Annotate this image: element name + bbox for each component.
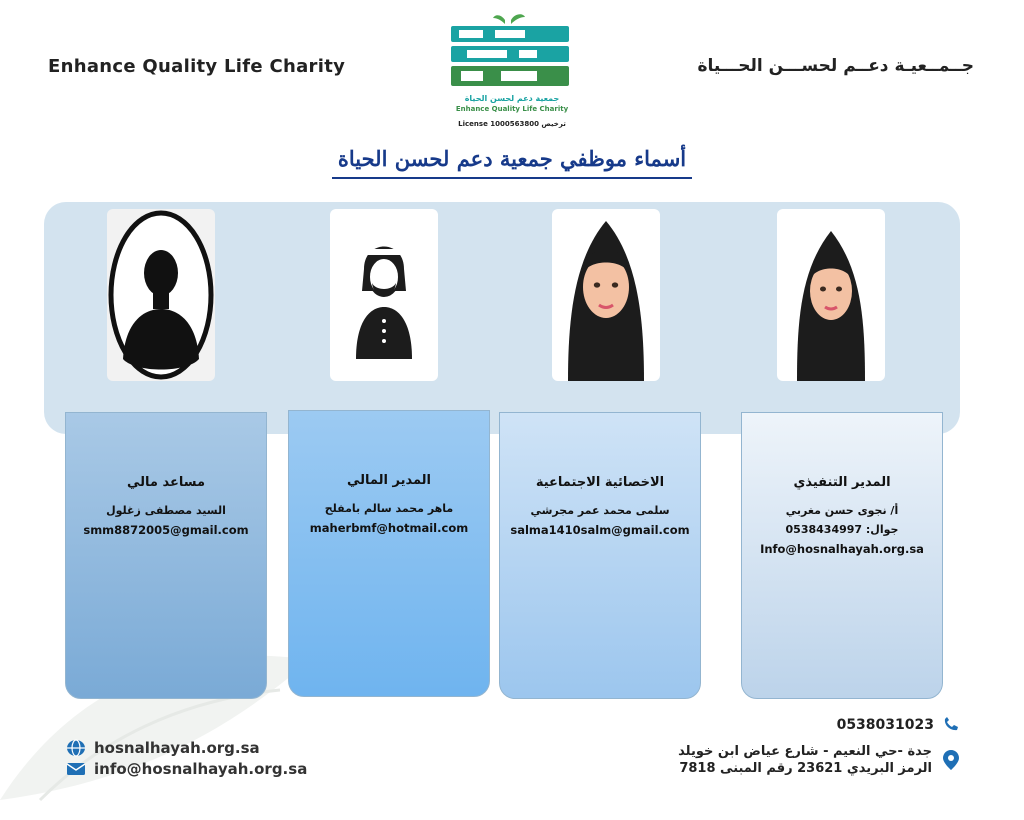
- staff-email[interactable]: Info@hosnalhayah.org.sa: [760, 542, 924, 556]
- staff-card-finance-assistant: [65, 412, 267, 699]
- page-title: أسماء موظفي جمعية دعم لحسن الحياة: [332, 146, 692, 179]
- staff-role: المدير المالي: [346, 473, 432, 488]
- footer-address-text: [678, 743, 932, 777]
- footer-phone: [837, 717, 960, 733]
- staff-name: أ/ نجوى حسن مغربي: [785, 504, 899, 517]
- female-avatar-icon: [552, 209, 660, 381]
- mail-icon: [66, 762, 86, 776]
- logo-mark-icon: [445, 12, 575, 92]
- logo-text-arabic: جمعية دعم لحسن الحياة: [464, 94, 560, 103]
- org-name-arabic: جــمــعيـة دعــم لحســـن الحـــياة: [697, 56, 974, 76]
- male-avatar-icon: [330, 209, 438, 381]
- silhouette-avatar-icon: [107, 209, 215, 381]
- footer-phone-number[interactable]: 0538031023: [836, 717, 934, 733]
- photo-executive-director: [777, 209, 885, 381]
- staff-role: مساعد مالي: [126, 475, 206, 490]
- org-name-english: Enhance Quality Life Charity: [48, 56, 346, 77]
- staff-role: المدير التنفيذي: [793, 475, 891, 490]
- phone-icon: [942, 717, 960, 733]
- staff-name: سلمى محمد عمر مجرشي: [530, 504, 670, 517]
- footer-address: [678, 743, 960, 777]
- staff-email[interactable]: smm8872005@gmail.com: [83, 523, 249, 537]
- photo-finance-manager: [330, 209, 438, 381]
- staff-name: ماهر محمد سالم بامفلح: [324, 502, 454, 515]
- female-avatar-icon: [777, 209, 885, 381]
- footer-website-link[interactable]: hosnalhayah.org.sa: [94, 738, 260, 757]
- staff-card-executive-director: [741, 412, 943, 699]
- logo-text-english: Enhance Quality Life Charity: [455, 105, 569, 113]
- staff-name: السيد مصطفى زغلول: [106, 504, 226, 517]
- staff-mobile: جوال: 0538434997: [785, 523, 899, 536]
- license-number: License 1000563800 ترخيص: [458, 120, 566, 128]
- staff-card-finance-manager: [288, 410, 490, 697]
- footer-email-row: [66, 758, 307, 779]
- address-line-1: جدة -حي النعيم - شارع عياض ابن خويلد: [678, 744, 932, 759]
- staff-email[interactable]: salma1410salm@gmail.com: [510, 523, 690, 537]
- address-line-2: الرمز البريدي 23621 رقم المبنى 7818: [679, 761, 932, 776]
- footer-website-row: [66, 737, 307, 758]
- footer-contacts: [66, 737, 307, 779]
- footer-email-link[interactable]: info@hosnalhayah.org.sa: [94, 759, 308, 778]
- charity-logo: [437, 6, 587, 130]
- staff-role: الاخصائية الاجتماعية: [535, 475, 665, 490]
- location-pin-icon: [942, 749, 960, 771]
- photo-social-worker: [552, 209, 660, 381]
- staff-email[interactable]: maherbmf@hotmail.com: [309, 521, 469, 535]
- page-title-wrapper: [0, 146, 1024, 179]
- staff-card-social-worker: [499, 412, 701, 699]
- globe-icon: [66, 739, 86, 757]
- photo-finance-assistant: [107, 209, 215, 381]
